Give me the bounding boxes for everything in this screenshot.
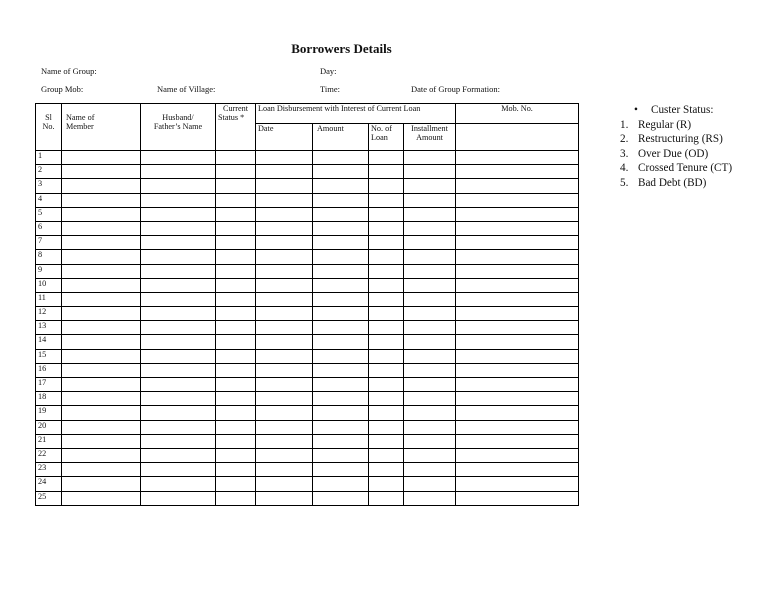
empty-cell	[313, 321, 369, 335]
empty-cell	[404, 307, 456, 321]
table-row	[36, 378, 579, 392]
empty-cell	[256, 165, 313, 179]
empty-cell	[369, 349, 404, 363]
empty-cell	[216, 463, 256, 477]
empty-cell	[313, 151, 369, 165]
date-of-group-formation-label: Date of Group Formation:	[411, 84, 500, 94]
row-number-cell: 18	[36, 392, 62, 406]
row-number-cell: 13	[36, 321, 62, 335]
empty-cell	[216, 151, 256, 165]
empty-cell	[216, 250, 256, 264]
empty-cell	[256, 264, 313, 278]
table-row	[36, 236, 579, 250]
row-number-cell: 7	[36, 236, 62, 250]
empty-cell	[216, 321, 256, 335]
empty-cell	[256, 434, 313, 448]
empty-cell	[313, 221, 369, 235]
empty-cell	[456, 151, 579, 165]
empty-cell	[62, 335, 141, 349]
empty-cell	[313, 420, 369, 434]
empty-cell	[141, 463, 216, 477]
name-of-village-label: Name of Village:	[157, 84, 216, 94]
legend-item	[620, 161, 732, 176]
empty-cell	[369, 207, 404, 221]
row-number-cell: 2	[36, 165, 62, 179]
legend-item-label: Over Due (OD)	[638, 147, 709, 160]
legend-list	[620, 118, 732, 191]
empty-cell	[404, 236, 456, 250]
empty-cell	[256, 250, 313, 264]
empty-cell	[62, 491, 141, 505]
empty-cell	[141, 491, 216, 505]
empty-cell	[404, 278, 456, 292]
empty-cell	[404, 264, 456, 278]
empty-cell	[313, 278, 369, 292]
empty-cell	[62, 321, 141, 335]
empty-cell	[369, 420, 404, 434]
empty-cell	[62, 378, 141, 392]
empty-cell	[456, 378, 579, 392]
customer-status-legend	[620, 103, 732, 191]
row-number-cell: 14	[36, 335, 62, 349]
mob-no-header: Mob. No.	[456, 104, 579, 124]
empty-cell	[369, 250, 404, 264]
empty-cell	[456, 420, 579, 434]
empty-cell	[141, 477, 216, 491]
empty-cell	[216, 349, 256, 363]
empty-cell	[256, 307, 313, 321]
empty-cell	[313, 207, 369, 221]
empty-cell	[141, 434, 216, 448]
empty-cell	[256, 406, 313, 420]
table-row	[36, 363, 579, 377]
empty-cell	[216, 193, 256, 207]
empty-cell	[62, 434, 141, 448]
table-row	[36, 278, 579, 292]
empty-cell	[216, 434, 256, 448]
page-title: Borrowers Details	[291, 41, 392, 56]
empty-cell	[404, 207, 456, 221]
empty-cell	[256, 448, 313, 462]
empty-cell	[456, 207, 579, 221]
empty-cell	[313, 264, 369, 278]
empty-cell	[404, 165, 456, 179]
empty-cell	[216, 406, 256, 420]
empty-cell	[256, 221, 313, 235]
empty-cell	[313, 307, 369, 321]
legend-item-number: 4.	[620, 162, 629, 175]
legend-item	[620, 147, 732, 162]
empty-cell	[62, 236, 141, 250]
empty-cell	[141, 278, 216, 292]
empty-cell	[141, 179, 216, 193]
empty-cell	[256, 420, 313, 434]
empty-cell	[141, 363, 216, 377]
empty-cell	[62, 463, 141, 477]
empty-cell	[456, 363, 579, 377]
current-status-header: Current Status *	[216, 104, 256, 151]
empty-cell	[216, 292, 256, 306]
empty-cell	[456, 221, 579, 235]
empty-cell	[456, 477, 579, 491]
empty-cell	[456, 349, 579, 363]
empty-cell	[62, 264, 141, 278]
empty-cell	[216, 420, 256, 434]
legend-item-number: 2.	[620, 133, 629, 146]
amount-header: Amount	[313, 124, 369, 151]
table-row	[36, 477, 579, 491]
empty-cell	[369, 335, 404, 349]
row-number-cell: 11	[36, 292, 62, 306]
empty-cell	[404, 151, 456, 165]
empty-cell	[313, 335, 369, 349]
table-row	[36, 151, 579, 165]
table-row	[36, 349, 579, 363]
empty-cell	[256, 392, 313, 406]
empty-cell	[62, 165, 141, 179]
row-number-cell: 10	[36, 278, 62, 292]
empty-cell	[62, 221, 141, 235]
table-row	[36, 179, 579, 193]
empty-cell	[404, 250, 456, 264]
empty-cell	[256, 151, 313, 165]
empty-cell	[456, 250, 579, 264]
row-number-cell: 6	[36, 221, 62, 235]
empty-cell	[456, 307, 579, 321]
empty-cell	[216, 448, 256, 462]
empty-cell	[256, 335, 313, 349]
empty-cell	[141, 406, 216, 420]
empty-cell	[456, 321, 579, 335]
empty-cell	[216, 335, 256, 349]
empty-cell	[62, 179, 141, 193]
table-row	[36, 292, 579, 306]
bullet-icon: •	[634, 104, 638, 116]
legend-item-label: Regular (R)	[638, 118, 692, 131]
empty-cell	[256, 363, 313, 377]
empty-cell	[141, 207, 216, 221]
table-row	[36, 406, 579, 420]
empty-cell	[369, 378, 404, 392]
empty-cell	[313, 193, 369, 207]
empty-cell	[404, 321, 456, 335]
empty-cell	[141, 335, 216, 349]
empty-cell	[216, 278, 256, 292]
empty-cell	[313, 165, 369, 179]
empty-cell	[404, 378, 456, 392]
empty-cell	[404, 221, 456, 235]
empty-cell	[369, 463, 404, 477]
empty-cell	[313, 491, 369, 505]
empty-cell	[456, 448, 579, 462]
legend-item-label: Bad Debt (BD)	[638, 176, 707, 189]
empty-cell	[313, 406, 369, 420]
empty-cell	[141, 264, 216, 278]
empty-cell	[313, 392, 369, 406]
empty-cell	[369, 221, 404, 235]
empty-cell	[141, 378, 216, 392]
empty-cell	[369, 392, 404, 406]
empty-cell	[256, 491, 313, 505]
empty-cell	[404, 420, 456, 434]
empty-cell	[62, 349, 141, 363]
empty-cell	[62, 363, 141, 377]
empty-cell	[141, 420, 216, 434]
legend-heading-row	[620, 103, 732, 118]
empty-cell	[141, 250, 216, 264]
empty-cell	[404, 193, 456, 207]
table-row	[36, 307, 579, 321]
empty-cell	[62, 193, 141, 207]
empty-cell	[369, 307, 404, 321]
row-number-cell: 15	[36, 349, 62, 363]
empty-cell	[404, 406, 456, 420]
table-row	[36, 434, 579, 448]
empty-cell	[62, 151, 141, 165]
empty-cell	[313, 250, 369, 264]
legend-item-number: 1.	[620, 118, 629, 131]
empty-cell	[456, 335, 579, 349]
row-number-cell: 3	[36, 179, 62, 193]
table-row	[36, 264, 579, 278]
empty-cell	[256, 349, 313, 363]
table-row	[36, 221, 579, 235]
legend-item-number: 3.	[620, 147, 629, 160]
time-label: Time:	[320, 84, 341, 94]
empty-cell	[369, 477, 404, 491]
empty-cell	[369, 193, 404, 207]
empty-cell	[456, 278, 579, 292]
empty-cell	[404, 292, 456, 306]
legend-item-number: 5.	[620, 176, 629, 189]
date-header: Date	[256, 124, 313, 151]
empty-cell	[369, 434, 404, 448]
sl-no-header: Sl No.	[36, 104, 62, 151]
empty-cell	[313, 292, 369, 306]
empty-cell	[404, 434, 456, 448]
empty-cell	[141, 292, 216, 306]
empty-cell	[313, 448, 369, 462]
empty-cell	[313, 236, 369, 250]
empty-cell	[62, 406, 141, 420]
empty-cell	[62, 448, 141, 462]
row-number-cell: 16	[36, 363, 62, 377]
empty-cell	[369, 292, 404, 306]
empty-cell	[256, 179, 313, 193]
empty-cell	[456, 264, 579, 278]
empty-cell	[62, 292, 141, 306]
empty-cell	[141, 321, 216, 335]
row-number-cell: 9	[36, 264, 62, 278]
no-of-loan-header: No. of Loan	[369, 124, 404, 151]
empty-cell	[369, 278, 404, 292]
empty-cell	[62, 420, 141, 434]
empty-cell	[62, 250, 141, 264]
empty-cell	[62, 207, 141, 221]
row-number-cell: 1	[36, 151, 62, 165]
empty-cell	[216, 307, 256, 321]
empty-cell	[313, 349, 369, 363]
table-row	[36, 250, 579, 264]
row-number-cell: 17	[36, 378, 62, 392]
empty-cell	[404, 448, 456, 462]
member-name-header: Name of Member	[62, 104, 141, 151]
legend-item-label: Crossed Tenure (CT)	[638, 162, 733, 175]
empty-cell	[369, 363, 404, 377]
empty-cell	[404, 335, 456, 349]
row-number-cell: 5	[36, 207, 62, 221]
row-number-cell: 24	[36, 477, 62, 491]
empty-cell	[256, 292, 313, 306]
empty-cell	[256, 278, 313, 292]
empty-cell	[256, 378, 313, 392]
empty-cell	[369, 448, 404, 462]
day-label: Day:	[320, 66, 337, 76]
legend-item	[620, 118, 732, 133]
table-row	[36, 165, 579, 179]
empty-cell	[456, 463, 579, 477]
table-row	[36, 463, 579, 477]
empty-cell	[256, 207, 313, 221]
empty-cell	[404, 463, 456, 477]
empty-cell	[404, 491, 456, 505]
empty-cell	[456, 434, 579, 448]
empty-cell	[456, 406, 579, 420]
empty-cell	[62, 307, 141, 321]
table-row	[36, 491, 579, 505]
empty-cell	[369, 165, 404, 179]
empty-cell	[216, 378, 256, 392]
empty-cell	[216, 392, 256, 406]
empty-cell	[404, 477, 456, 491]
empty-cell	[369, 264, 404, 278]
empty-cell	[216, 491, 256, 505]
empty-cell	[141, 448, 216, 462]
empty-cell	[369, 491, 404, 505]
table-row	[36, 448, 579, 462]
empty-cell	[256, 477, 313, 491]
row-number-cell: 12	[36, 307, 62, 321]
empty-cell	[141, 165, 216, 179]
empty-cell	[456, 179, 579, 193]
table-row	[36, 193, 579, 207]
row-number-cell: 4	[36, 193, 62, 207]
legend-item-label: Restructuring (RS)	[638, 133, 723, 146]
table-row	[36, 335, 579, 349]
empty-cell	[256, 321, 313, 335]
empty-cell	[404, 363, 456, 377]
empty-cell	[62, 392, 141, 406]
empty-cell	[404, 349, 456, 363]
empty-cell	[216, 236, 256, 250]
empty-cell	[313, 434, 369, 448]
empty-cell	[256, 236, 313, 250]
empty-cell	[141, 236, 216, 250]
group-mob-label: Group Mob:	[41, 84, 84, 94]
empty-cell	[216, 207, 256, 221]
empty-cell	[141, 392, 216, 406]
table-row	[36, 420, 579, 434]
empty-cell	[141, 151, 216, 165]
table-row	[36, 321, 579, 335]
installment-amount-header: Installment Amount	[404, 124, 456, 151]
empty-cell	[216, 179, 256, 193]
row-number-cell: 22	[36, 448, 62, 462]
empty-cell	[456, 392, 579, 406]
empty-cell	[313, 179, 369, 193]
empty-cell	[313, 378, 369, 392]
empty-cell	[141, 221, 216, 235]
empty-cell	[313, 363, 369, 377]
empty-cell	[369, 151, 404, 165]
table-row	[36, 207, 579, 221]
table-row	[36, 392, 579, 406]
empty-cell	[369, 236, 404, 250]
empty-cell	[404, 392, 456, 406]
name-of-group-label: Name of Group:	[41, 66, 97, 76]
husband-father-name-header: Husband/ Father’s Name	[141, 104, 216, 151]
row-number-cell: 25	[36, 491, 62, 505]
row-number-cell: 23	[36, 463, 62, 477]
empty-cell	[62, 278, 141, 292]
row-number-cell: 21	[36, 434, 62, 448]
empty-cell	[216, 264, 256, 278]
loan-disbursement-header: Loan Disbursement with Interest of Current Loan	[256, 104, 456, 124]
legend-item	[620, 176, 732, 191]
empty-cell	[456, 491, 579, 505]
empty-cell	[216, 221, 256, 235]
empty-cell	[313, 477, 369, 491]
empty-cell	[256, 193, 313, 207]
legend-item	[620, 132, 732, 147]
empty-cell	[62, 477, 141, 491]
row-number-cell: 20	[36, 420, 62, 434]
empty-cell	[141, 193, 216, 207]
empty-cell	[313, 463, 369, 477]
empty-cell	[369, 179, 404, 193]
mob-no-subcell	[456, 124, 579, 151]
empty-cell	[141, 349, 216, 363]
borrowers-table	[35, 103, 579, 506]
empty-cell	[456, 236, 579, 250]
empty-cell	[216, 363, 256, 377]
empty-cell	[141, 307, 216, 321]
row-number-cell: 19	[36, 406, 62, 420]
empty-cell	[216, 477, 256, 491]
empty-cell	[369, 321, 404, 335]
empty-cell	[456, 193, 579, 207]
legend-heading: Custer Status:	[651, 104, 714, 116]
empty-cell	[256, 463, 313, 477]
empty-cell	[216, 165, 256, 179]
empty-cell	[369, 406, 404, 420]
empty-cell	[456, 292, 579, 306]
empty-cell	[456, 165, 579, 179]
empty-cell	[404, 179, 456, 193]
row-number-cell: 8	[36, 250, 62, 264]
